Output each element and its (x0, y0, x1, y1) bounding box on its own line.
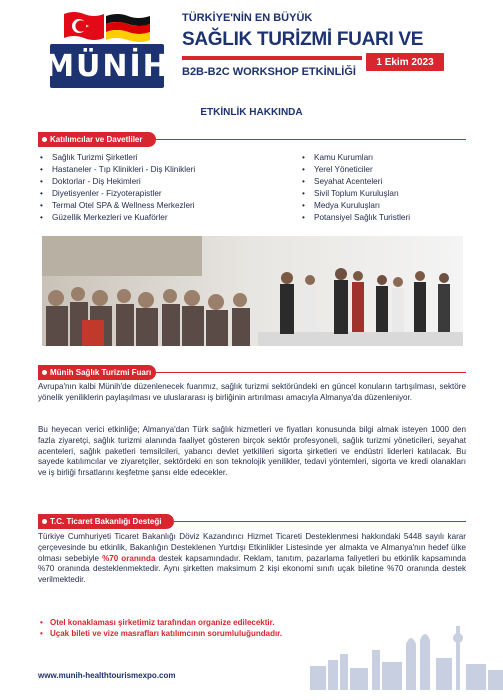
section-heading-label: Münih Sağlık Turizmi Fuarı (50, 368, 152, 377)
support-highlight: %70 oranında (102, 553, 156, 563)
list-item: • Güzellik Merkezleri ve Kuaförler (38, 212, 195, 224)
section-divider (156, 139, 466, 140)
support-notes (38, 617, 282, 639)
munich-skyline-illustration (300, 610, 503, 690)
note-item: • Uçak bileti ve vize masrafları katılımcının sorumluluğundadır. (38, 628, 282, 639)
participants-list-left (38, 152, 195, 224)
list-item: • Doktorlar - Diş Hekimleri (38, 176, 195, 188)
website-link[interactable]: www.munih-healthtourismexpo.com (38, 671, 176, 680)
header-tagline: TÜRKİYE'NİN EN BÜYÜK (182, 12, 313, 24)
note-item: • Otel konaklaması şirketimiz tarafından organize edilecektir. (38, 617, 282, 628)
header-headline: SAĞLIK TURİZMİ FUARI VE (182, 29, 424, 50)
list-item: • Potansiyel Sağlık Turistleri (300, 212, 410, 224)
section-heading-label: T.C. Ticaret Bakanlığı Desteği (50, 517, 162, 526)
list-item: • Hastaneler - Tıp Klinikleri - Diş Klinikleri (38, 164, 195, 176)
section-heading-participants (38, 132, 156, 147)
logo-text: MÜNİH (44, 48, 170, 84)
page-title: ETKİNLİK HAKKINDA (200, 107, 303, 118)
section-divider (174, 521, 466, 522)
germany-flag-icon (104, 10, 152, 46)
conference-photo (42, 236, 463, 346)
header-sub-headline: B2B-B2C WORKSHOP ETKİNLİĞİ (182, 66, 356, 78)
fair-paragraph-1: Avrupa'nın kalbi Münih'de düzenlenecek fuarımız, sağlık turizmi sektöründeki en güncel konuların tartışılması, sektöre yönelik yeniliklerin paylaşılması ve uluslararası iş birliğinin artırılması amacıyla Almanya'da düzenleniyor. (38, 382, 466, 402)
list-item: • Seyahat Acenteleri (300, 176, 410, 188)
fair-paragraph-2: Bu heyecan verici etkinliğe; Almanya'dan Türk sağlık hizmetleri ve fiyatları konusunda bilgi almak isteyen 1000 den fazla ziyaretçi, sağlık turizmi alanında faaliyet gösteren birçok sektör profesyoneli, sağlık turizmi yöneticileri, seyahat acenteleri, sağlık paketleri temsilcileri, yabancı devlet yetkilileri sigorta şirketleri ve endüstri liderleri katılacak. Bu sayede katılımcılar ve ziyaretçiler, sektördeki en son teknolojik yenilikler, tedavi yöntemleri, sigorta ve kredi olanakları ve iş birliği fırsatlarını keşfetme şansı elde edecekler. (38, 425, 466, 478)
list-item: • Kamu Kurumları (300, 152, 410, 164)
support-paragraph (38, 532, 466, 586)
participants-list-right (300, 152, 410, 224)
munich-logo (44, 44, 170, 88)
section-heading-label: Katılımcılar ve Davetliler (50, 135, 143, 144)
turkey-flag-icon (62, 8, 106, 44)
support-text: Türkiye Cumhuriyeti Ticaret Bakanlığı Döviz Kazandırıcı Hizmet Ticareti Desteklenmesi hakkındaki 5448 sayılı karar çerçevesinde bu etkinlik, Bakanlığın Desteklenen Yurtdışı Etkinlikler Listesinde yer almakta ve Almanya'nın hedef ülke olması sebebiyle (38, 532, 466, 563)
section-divider (156, 372, 466, 373)
list-item: • Termal Otel SPA & Wellness Merkezleri (38, 200, 195, 212)
list-item: • Medya Kuruluşları (300, 200, 410, 212)
list-item: • Diyetisyenler - Fizyoterapistler (38, 188, 195, 200)
headline-underline (182, 56, 362, 60)
list-item: • Sağlık Turizmi Şirketleri (38, 152, 195, 164)
support-text: destek kapsamındadır. Reklam, tanıtım, pazarlama faliyetleri bu etkinlik kapsamında %70 oranında desteklenmektedir. Aynı şirketten maksimum 2 kişi ekonomi sınıfı uçak biletine %70 oranında destek verilmektedir. (38, 553, 466, 585)
section-heading-support (38, 514, 174, 529)
date-badge: 1 Ekim 2023 (366, 53, 444, 71)
list-item: • Sivil Toplum Kuruluşları (300, 188, 410, 200)
list-item: • Yerel Yöneticiler (300, 164, 410, 176)
section-heading-fair (38, 365, 156, 380)
event-header (0, 0, 503, 92)
